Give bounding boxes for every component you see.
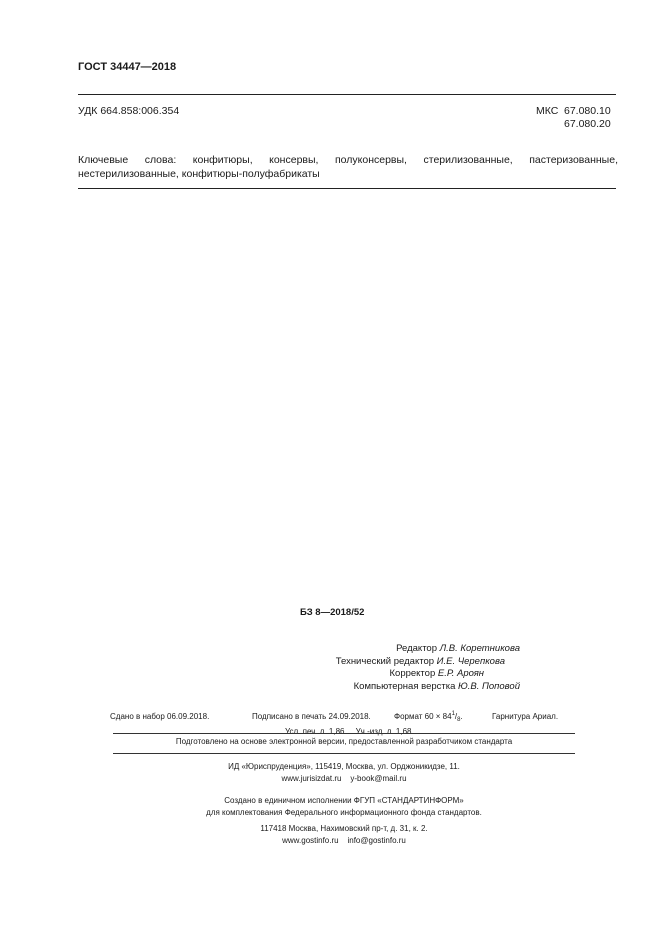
mks-code-1: 67.080.10 <box>564 105 611 117</box>
top-divider <box>78 94 616 95</box>
producer-email: info@gostinfo.ru <box>347 835 406 845</box>
bz-number: БЗ 8—2018/52 <box>300 607 365 618</box>
producer-address: 117418 Москва, Нахимовский пр-т, д. 31, к. 2. <box>260 824 428 833</box>
credits <box>220 643 520 693</box>
credit-editor: Редактор Л.В. Коретникова <box>396 643 520 654</box>
publisher-email: y-book@mail.ru <box>350 773 407 783</box>
prepared-note: Подготовлено на основе электронной версии, предоставленной разработчиком стандарта <box>175 737 513 746</box>
mks-codes <box>536 105 611 131</box>
print-format: Формат 60 × 841/8. <box>394 711 463 723</box>
submitted-date: Сдано в набор 06.09.2018. <box>110 712 210 721</box>
producer-info <box>113 795 575 846</box>
publisher-site: www.jurisizdat.ru <box>281 773 342 783</box>
typeface: Гарнитура Ариал. <box>492 712 559 721</box>
credit-corrector: Корректор Е.Р. Ароян <box>389 668 484 679</box>
print-divider-top <box>113 733 575 734</box>
print-divider-bottom <box>113 753 575 754</box>
mks-code-2: 67.080.20 <box>564 118 611 130</box>
standard-number: ГОСТ 34447—2018 <box>78 61 177 73</box>
credit-tech-editor: Технический редактор И.Е. Черепкова <box>335 655 505 667</box>
publisher-info <box>113 761 575 784</box>
print-sheets: Усл. печ. л. 1,86. <box>285 727 347 736</box>
producer-site: www.gostinfo.ru <box>282 835 339 845</box>
producer-line-1: Создано в единичном исполнении ФГУП «СТАНДАРТИНФОРМ» <box>224 796 464 805</box>
producer-line-2: для комплектования Федерального информационного фонда стандартов. <box>206 807 482 817</box>
keywords-divider <box>78 188 616 189</box>
udk-code: УДК 664.858:006.354 <box>78 105 180 117</box>
mks-label: МКС <box>536 105 559 117</box>
pub-sheets: Уч.-изд. л. 1,68. <box>355 727 414 736</box>
publisher-address: ИД «Юриспруденция», 115419, Москва, ул. Орджоникидзе, 11. <box>228 762 460 771</box>
credit-layout: Компьютерная верстка Ю.В. Поповой <box>353 680 520 692</box>
keywords: Ключевые слова: конфитюры, консервы, полуконсервы, стерилизованные, пастеризованные, нестерилизованные, конфитюры-полуфабрикаты <box>78 154 618 180</box>
signed-date: Подписано в печать 24.09.2018. <box>252 712 371 721</box>
